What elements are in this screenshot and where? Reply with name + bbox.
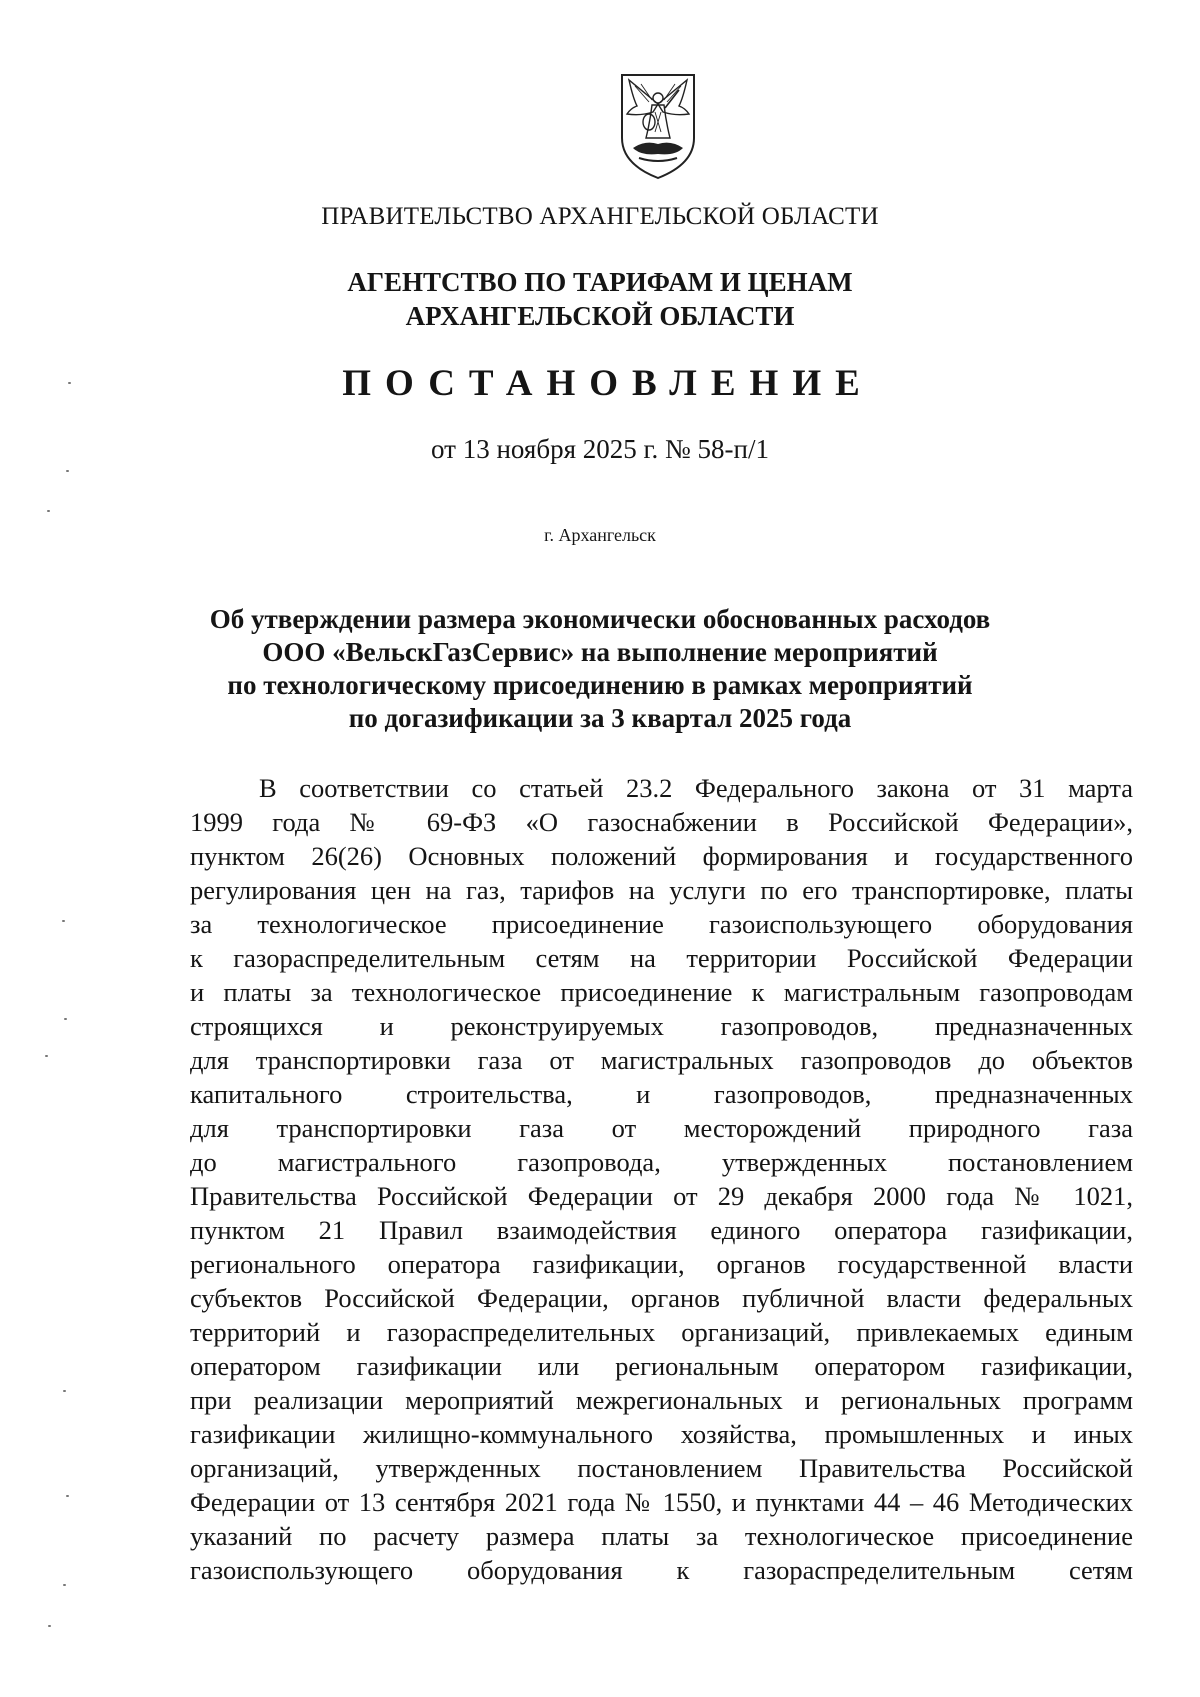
government-name: ПРАВИТЕЛЬСТВО АРХАНГЕЛЬСКОЙ ОБЛАСТИ [321, 203, 879, 230]
body-line: субъектов Российской Федерации, органов публичной власти федеральных [190, 1283, 1133, 1313]
agency-name-line-2: АРХАНГЕЛЬСКОЙ ОБЛАСТИ [405, 301, 795, 331]
body-line: к газораспределительным сетям на территории Российской Федерации [190, 943, 1133, 973]
body-line: В соответствии со статьей 23.2 Федерального закона от 31 марта [259, 773, 1133, 803]
body-line: организаций, утвержденных постановлением Правительства Российской [190, 1453, 1133, 1483]
body-line: для транспортировки газа от магистральных газопроводов до объектов [190, 1045, 1133, 1075]
scan-speck [45, 1055, 48, 1057]
body-line: газоиспользующего оборудования к газораспределительным сетям [190, 1555, 1133, 1585]
document-title-line: по технологическому присоединению в рамках мероприятий [227, 670, 973, 700]
body-line: регулирования цен на газ, тарифов на услуги по его транспортировке, платы [190, 875, 1133, 905]
scan-speck [48, 1625, 51, 1627]
body-line: указаний по расчету размера платы за технологическое присоединение [190, 1521, 1133, 1551]
body-line: территорий и газораспределительных организаций, привлекаемых единым [190, 1317, 1133, 1347]
document-title-line: ООО «ВельскГазСервис» на выполнение мероприятий [262, 637, 938, 667]
scan-speck [66, 1495, 69, 1497]
scan-speck [63, 1390, 66, 1392]
body-line: Правительства Российской Федерации от 29 декабря 2000 года № 1021, [190, 1181, 1133, 1211]
body-line: строящихся и реконструируемых газопроводов, предназначенных [190, 1011, 1133, 1041]
agency-name-line-1: АГЕНТСТВО ПО ТАРИФАМ И ЦЕНАМ [347, 267, 853, 297]
body-line: регионального оператора газификации, органов государственной власти [190, 1249, 1133, 1279]
scan-speck [66, 470, 69, 472]
document-type: ПОСТАНОВЛЕНИЕ [342, 363, 874, 404]
body-line: оператором газификации или региональным оператором газификации, [190, 1351, 1133, 1381]
document-date-number: от 13 ноября 2025 г. № 58-п/1 [431, 434, 769, 464]
body-line: до магистрального газопровода, утвержденных постановлением [190, 1147, 1133, 1177]
document-title-line: по догазификации за 3 квартал 2025 года [348, 703, 852, 733]
document-city: г. Архангельск [544, 525, 656, 545]
body-line: Федерации от 13 сентября 2021 года № 1550, и пунктами 44 – 46 Методических [190, 1487, 1133, 1517]
body-line: 1999 года № 69-ФЗ «О газоснабжении в Российской Федерации», [190, 807, 1133, 837]
body-line: газификации жилищно-коммунального хозяйства, промышленных и иных [190, 1419, 1133, 1449]
scan-speck [63, 1584, 66, 1586]
body-line: для транспортировки газа от месторождений природного газа [190, 1113, 1133, 1143]
scan-speck [64, 1018, 67, 1020]
body-line: и платы за технологическое присоединение к магистральным газопроводам [190, 977, 1133, 1007]
scan-speck [68, 382, 71, 384]
scan-speck [47, 510, 50, 512]
body-line: пунктом 21 Правил взаимодействия единого оператора газификации, [190, 1215, 1133, 1245]
body-line: пунктом 26(26) Основных положений формирования и государственного [190, 841, 1133, 871]
body-line: капитального строительства, и газопроводов, предназначенных [190, 1079, 1133, 1109]
scan-speck [62, 920, 65, 922]
body-line: за технологическое присоединение газоиспользующего оборудования [190, 909, 1133, 939]
coat-of-arms-icon [619, 72, 697, 180]
body-line: при реализации мероприятий межрегиональных и региональных программ [190, 1385, 1133, 1415]
document-title-line: Об утверждении размера экономически обоснованных расходов [209, 604, 991, 634]
